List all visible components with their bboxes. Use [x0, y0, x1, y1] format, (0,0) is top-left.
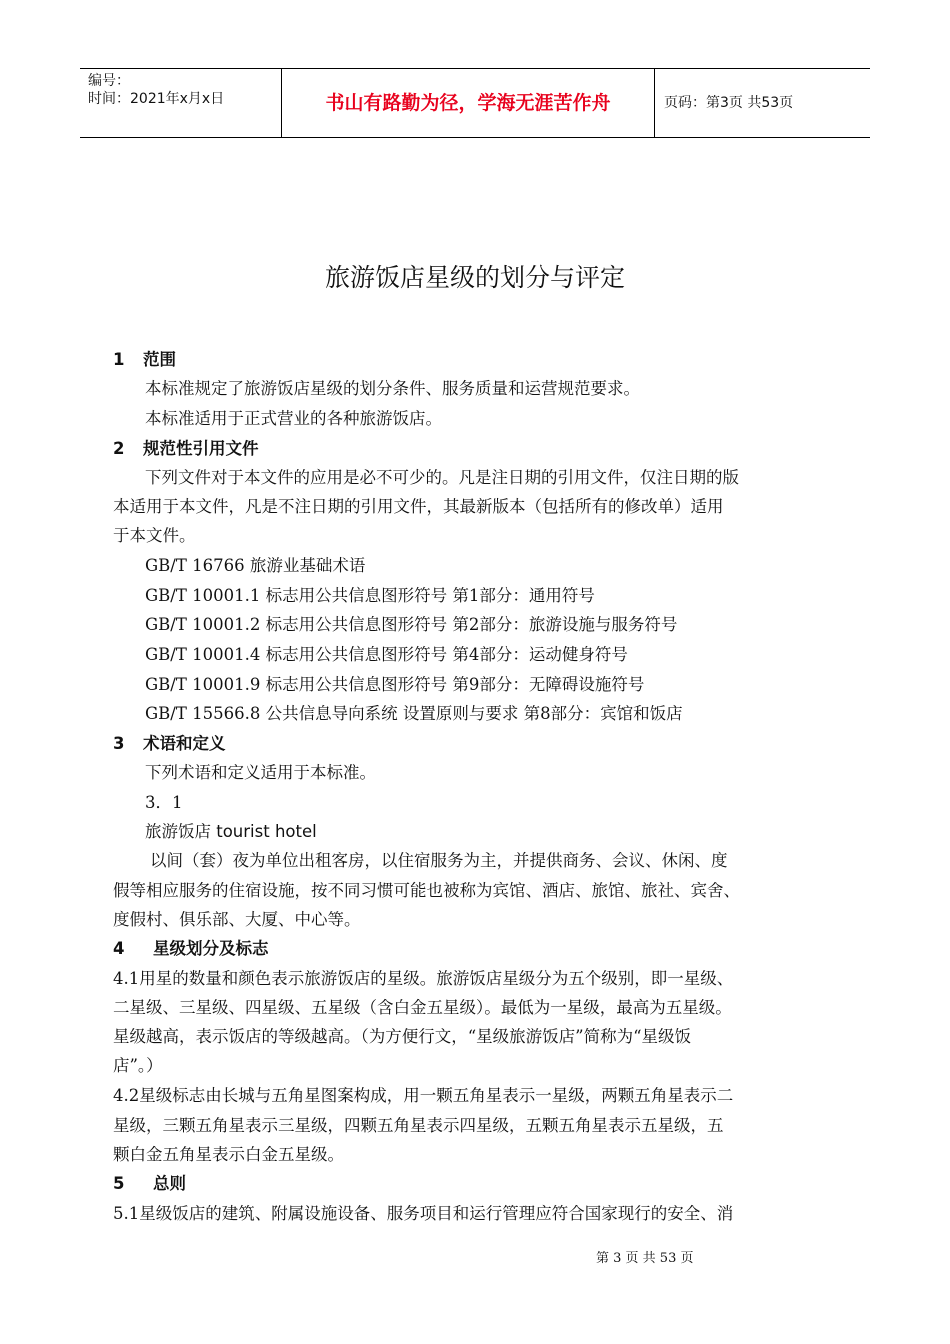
- section-heading-1: 1 范围: [113, 350, 176, 369]
- paragraph-line: 4.1用星的数量和颜色表示旅游饭店的星级。旅游饭店星级分为五个级别，即一星级、: [113, 969, 734, 988]
- section-heading-3: 3 术语和定义: [113, 734, 226, 753]
- reference-item: GB/T 10001.2 标志用公共信息图形符号 第2部分：旅游设施与服务符号: [145, 615, 678, 634]
- paragraph: 本标准适用于正式营业的各种旅游饭店。: [145, 409, 442, 428]
- time-label: 时间：2021年x月x日: [88, 91, 225, 107]
- motto: 书山有路勤为径，学海无涯苦作舟: [282, 69, 655, 137]
- reference-item: GB/T 15566.8 公共信息导向系统 设置原则与要求 第8部分：宾馆和饭店: [145, 704, 683, 723]
- page-footer: 第 3 页 共 53 页: [596, 1251, 694, 1266]
- paragraph: 下列术语和定义适用于本标准。: [145, 763, 376, 782]
- paragraph-line: 下列文件对于本文件的应用是必不可少的。凡是注日期的引用文件，仅注日期的版: [145, 468, 739, 487]
- paragraph-line: 店”。）: [113, 1056, 163, 1075]
- paragraph-line: 星级，三颗五角星表示三星级，四颗五角星表示四星级，五颗五角星表示五星级，五: [113, 1116, 724, 1135]
- subsection-number: 3．1: [145, 793, 183, 812]
- section-heading-2: 2 规范性引用文件: [113, 439, 259, 458]
- section-heading-4: 4 星级划分及标志: [113, 939, 269, 958]
- reference-item: GB/T 10001.1 标志用公共信息图形符号 第1部分：通用符号: [145, 586, 595, 605]
- number-label: 编号：: [88, 73, 130, 89]
- paragraph-line: 5.1星级饭店的建筑、附属设施设备、服务项目和运行管理应符合国家现行的安全、消: [113, 1204, 734, 1223]
- paragraph-line: 星级越高，表示饭店的等级越高。（为方便行文，“星级旅游饭店”简称为“星级饭: [113, 1027, 692, 1046]
- paragraph-line: 假等相应服务的住宿设施，按不同习惯可能也被称为宾馆、酒店、旅馆、旅社、宾舍、: [113, 881, 740, 900]
- paragraph-line: 于本文件。: [113, 526, 196, 545]
- section-heading-5: 5 总则: [113, 1174, 186, 1193]
- paragraph-line: 度假村、俱乐部、大厦、中心等。: [113, 910, 361, 929]
- paragraph-line: 本适用于本文件，凡是不注日期的引用文件，其最新版本（包括所有的修改单）适用: [113, 497, 724, 516]
- paragraph-line: 颗白金五角星表示白金五星级。: [113, 1145, 344, 1164]
- paragraph-line: 4.2星级标志由长城与五角星图案构成，用一颗五角星表示一星级，两颗五角星表示二: [113, 1086, 734, 1105]
- header-table: [80, 68, 870, 138]
- term: 旅游饭店 tourist hotel: [145, 822, 317, 841]
- paragraph-line: 以间（套）夜为单位出租客房，以住宿服务为主，并提供商务、会议、休闲、度: [150, 851, 728, 870]
- header-meta-cell: [80, 69, 282, 137]
- paragraph-line: 二星级、三星级、四星级、五星级（含白金五星级）。最低为一星级，最高为五星级。: [113, 998, 732, 1017]
- paragraph: 本标准规定了旅游饭店星级的划分条件、服务质量和运营规范要求。: [145, 379, 640, 398]
- reference-item: GB/T 10001.4 标志用公共信息图形符号 第4部分：运动健身符号: [145, 645, 628, 664]
- reference-item: GB/T 10001.9 标志用公共信息图形符号 第9部分：无障碍设施符号: [145, 675, 645, 694]
- page-label: 页码：第3页 共53页: [664, 95, 794, 111]
- document-title: 旅游饭店星级的划分与评定: [324, 263, 625, 292]
- reference-item: GB/T 16766 旅游业基础术语: [145, 556, 366, 575]
